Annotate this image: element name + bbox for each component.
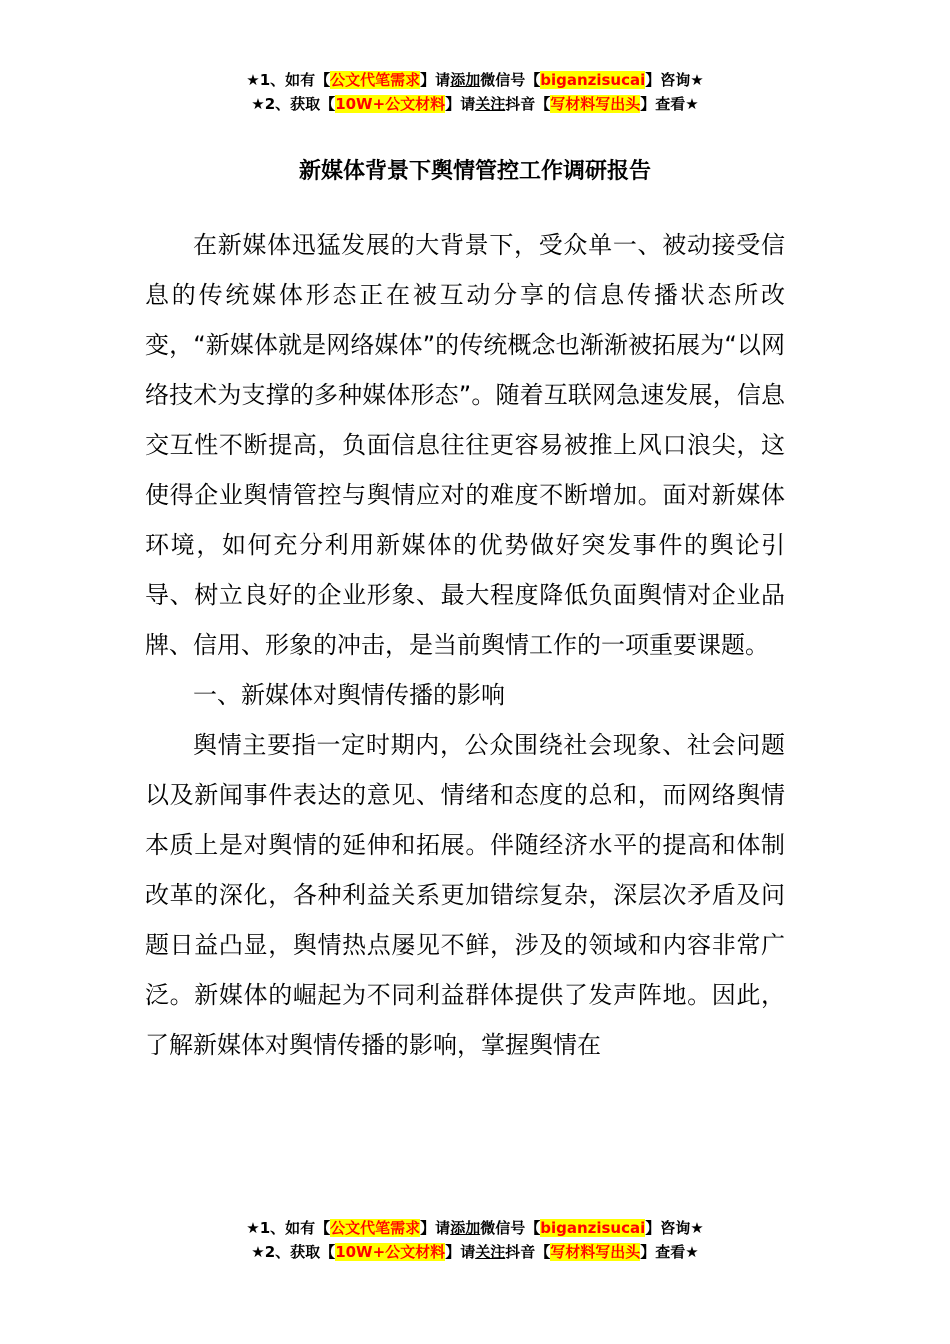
promo-underlined: 添加: [450, 71, 481, 89]
promo-text: 】查看★: [640, 1243, 699, 1261]
promo-highlight: 10W+公文材料: [335, 1243, 446, 1261]
promo-text: 微信号【: [480, 1219, 541, 1237]
promo-highlight: 公文代笔需求: [330, 71, 421, 89]
promo-text: 】请: [420, 1219, 451, 1237]
promo-underlined: 关注: [475, 95, 506, 113]
body-paragraph: 在新媒体迅猛发展的大背景下，受众单一、被动接受信息的传统媒体形态正在被互动分享的信息传播状态所改变，“新媒体就是网络媒体”的传统概念也渐渐被拓展为“以网络技术为支撑的多种媒体形态”。随着互联网急速发展，信息交互性不断提高，负面信息往往更容易被推上风口浪尖，这使得企业舆情管控与舆情应对的难度不断增加。面对新媒体环境，如何充分利用新媒体的优势做好突发事件的舆论引导、树立良好的企业形象、最大程度降低负面舆情对企业品牌、信用、形象的冲击，是当前舆情工作的一项重要课题。: [145, 231, 785, 659]
promo-underlined: 添加: [450, 1219, 481, 1237]
promo-highlight-douyin-id: 写材料写出头: [550, 1243, 641, 1261]
promo-text: 】请: [420, 71, 451, 89]
document-body: [145, 220, 785, 1070]
footer-promo-banner: [0, 1216, 950, 1264]
promo-underlined: 关注: [475, 1243, 506, 1261]
document-title: 新媒体背景下舆情管控工作调研报告: [298, 159, 651, 184]
promo-line-2: [0, 1240, 950, 1264]
header-promo-banner: [0, 68, 950, 116]
promo-text: ★1、如有【: [246, 1219, 331, 1237]
promo-text: 】请: [445, 95, 476, 113]
promo-text: 微信号【: [480, 71, 541, 89]
promo-highlight: 公文代笔需求: [330, 1219, 421, 1237]
promo-text: 抖音【: [505, 1243, 551, 1261]
promo-text: 】查看★: [640, 95, 699, 113]
promo-highlight-douyin-id: 写材料写出头: [550, 95, 641, 113]
promo-highlight: 10W+公文材料: [335, 95, 446, 113]
body-paragraph: 舆情主要指一定时期内，公众围绕社会现象、社会问题以及新闻事件表达的意见、情绪和态度的总和，而网络舆情本质上是对舆情的延伸和拓展。伴随经济水平的提高和体制改革的深化，各种利益关系更加错综复杂，深层次矛盾及问题日益凸显，舆情热点屡见不鲜，涉及的领域和内容非常广泛。新媒体的崛起为不同利益群体提供了发声阵地。因此，了解新媒体对舆情传播的影响，掌握舆情在: [145, 731, 785, 1059]
promo-text: 抖音【: [505, 95, 551, 113]
section-heading: 一、新媒体对舆情传播的影响: [193, 681, 505, 709]
promo-text: 】请: [445, 1243, 476, 1261]
promo-highlight-wechat-id: biganzisucai: [540, 71, 646, 89]
promo-line-1: [0, 1216, 950, 1240]
promo-line-1: [0, 68, 950, 92]
promo-text: ★2、获取【: [251, 1243, 336, 1261]
promo-text: 】咨询★: [645, 71, 704, 89]
promo-text: ★1、如有【: [246, 71, 331, 89]
promo-text: ★2、获取【: [251, 95, 336, 113]
promo-line-2: [0, 92, 950, 116]
promo-text: 】咨询★: [645, 1219, 704, 1237]
promo-highlight-wechat-id: biganzisucai: [540, 1219, 646, 1237]
